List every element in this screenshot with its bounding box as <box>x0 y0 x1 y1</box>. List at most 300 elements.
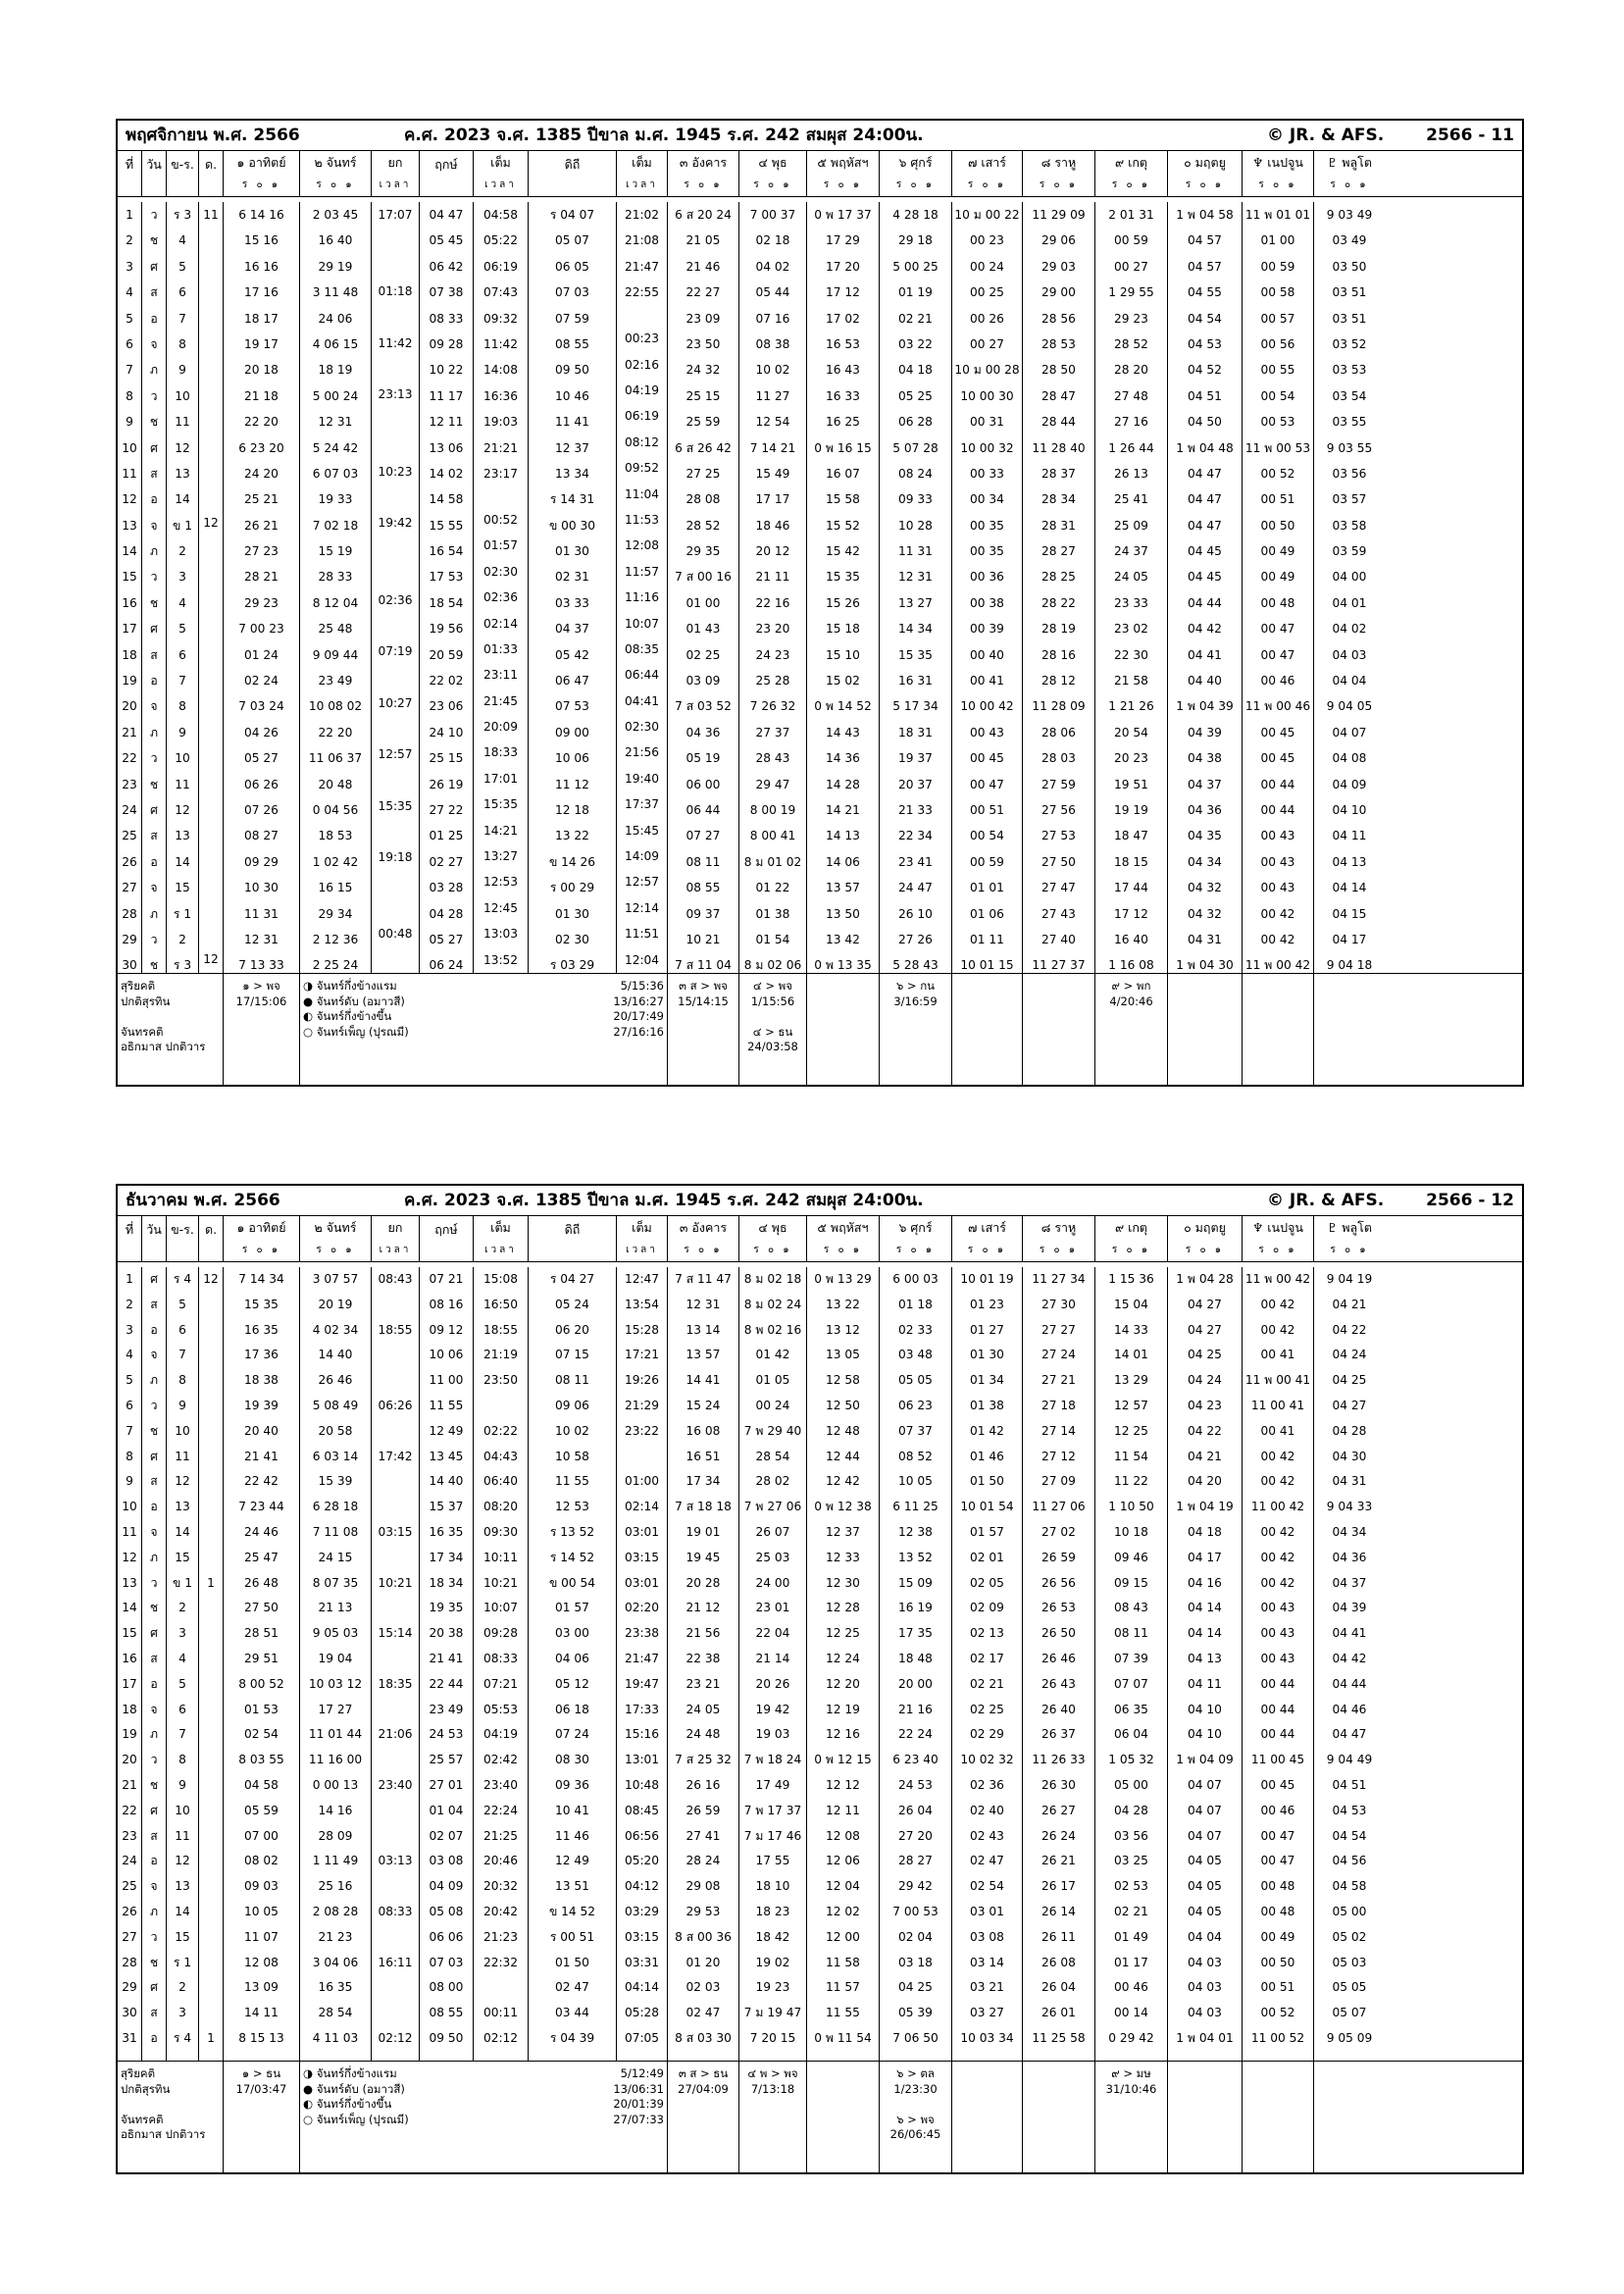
table-cell: 03 08 <box>970 1929 1004 1944</box>
footer-row <box>118 974 1522 1085</box>
table-cell: 09 06 <box>555 1398 589 1412</box>
table-cell: 15 19 <box>318 544 353 559</box>
table-cell: 18 34 <box>429 1575 464 1590</box>
table-cell: 26 27 <box>1041 1803 1076 1817</box>
table-cell: 12 24 <box>826 1651 860 1665</box>
table-cell: ภ <box>149 544 159 559</box>
table-cell: 27 50 <box>244 1601 279 1615</box>
table-cell <box>199 1394 223 1419</box>
header-cell: ๓ อังคาร ร ๐ ๑ <box>668 151 739 196</box>
table-cell: 29 06 <box>1041 233 1076 248</box>
table-cell <box>372 1975 419 2001</box>
table-cell: 12:08 <box>624 538 660 553</box>
table-cell <box>372 1748 419 1773</box>
table-cell <box>199 1318 223 1344</box>
table-cell: 17 44 <box>1114 881 1148 895</box>
table-cell: ร 00 29 <box>549 881 595 895</box>
table-cell: 04 14 <box>1332 881 1367 895</box>
table-cell: 04 47 <box>1332 1727 1367 1742</box>
table-cell: 12 31 <box>244 932 279 946</box>
table-cell: 1 <box>207 1575 215 1590</box>
table-cell: 22 16 <box>755 595 790 610</box>
table-cell: 11 06 37 <box>308 751 363 766</box>
table-cell: 04 11 <box>1332 829 1367 843</box>
table-cell: 14 21 <box>826 802 860 817</box>
table-cell: 15:45 <box>624 823 660 838</box>
table-cell: 07 16 <box>755 311 790 326</box>
table-cell: 28 03 <box>1041 751 1076 766</box>
table-cell: 4 <box>126 1348 133 1362</box>
table-cell <box>199 1849 223 1874</box>
table-cell: ช <box>149 595 159 610</box>
table-cell: 2 <box>126 233 133 248</box>
table-cell: 28 08 <box>685 492 721 507</box>
table-cell: 11 พ 00 53 <box>1244 440 1311 455</box>
header-row <box>118 151 1522 197</box>
month-title: ธันวาคม พ.ศ. 2566 <box>126 1190 280 1210</box>
header-cell: ยก เวลา <box>372 1216 420 1261</box>
table-cell: 7 20 15 <box>749 2030 796 2045</box>
table-cell: 01 18 <box>898 1297 933 1311</box>
table-cell <box>199 305 223 331</box>
table-cell: 11 54 <box>1114 1449 1148 1463</box>
table-cell: 16 <box>122 595 137 610</box>
table-cell: 15 52 <box>826 518 860 533</box>
table-cell: 10 06 <box>429 1348 464 1362</box>
header-cell: ๗ เสาร์ ร ๐ ๑ <box>952 1216 1023 1261</box>
table-cell: 13 06 <box>429 440 464 455</box>
table-cell: 12 31 <box>898 570 933 585</box>
table-cell: 14 33 <box>1114 1322 1148 1337</box>
table-cell: ส <box>150 466 158 481</box>
table-cell: 25 57 <box>429 1753 464 1767</box>
ketu-ingress: ๙ > พก 4/20:46 <box>1095 974 1168 1085</box>
table-cell: 13:01 <box>624 1753 660 1767</box>
table-cell: 12 <box>175 1854 190 1868</box>
table-cell <box>372 433 419 459</box>
table-cell: 7 <box>126 363 133 378</box>
table-cell: 00 49 <box>1260 570 1295 585</box>
table-cell: 11 31 <box>898 544 933 559</box>
table-cell: 04 17 <box>1188 1550 1222 1564</box>
table-cell: 04 44 <box>1332 1676 1367 1691</box>
table-cell: 04:43 <box>482 1449 519 1463</box>
table-cell: 14 <box>122 544 137 559</box>
table-cell: 14 <box>175 1904 190 1918</box>
table-cell: 04 03 <box>1332 647 1367 662</box>
table-cell: 12 38 <box>898 1524 933 1539</box>
table-cell: 11 01 44 <box>308 1727 363 1742</box>
data-column <box>1095 1267 1168 2061</box>
table-cell: 01 06 <box>970 906 1004 921</box>
table-cell: 1 พ 04 09 <box>1176 1753 1234 1767</box>
table-cell: 02 21 <box>1114 1904 1148 1918</box>
table-cell: 13 57 <box>826 881 860 895</box>
table-cell: 26 08 <box>1041 1955 1076 1969</box>
table-cell: 10:23 <box>378 464 413 479</box>
data-column <box>617 202 668 973</box>
table-cell: 11 25 58 <box>1032 2030 1086 2045</box>
table-cell: 22 02 <box>429 674 464 688</box>
table-cell: 11 28 40 <box>1032 440 1086 455</box>
table-cell: 05 05 <box>1332 1980 1367 1995</box>
table-cell: 12:45 <box>482 900 519 915</box>
table-cell: 20 59 <box>429 647 464 662</box>
jupiter-ingress <box>807 2062 880 2172</box>
table-cell: 15 18 <box>826 622 860 637</box>
table-cell: 18:55 <box>378 1322 413 1337</box>
data-column <box>474 202 529 973</box>
table-cell: 00 49 <box>1260 1929 1295 1944</box>
table-cell: 19 04 <box>318 1651 353 1665</box>
table-cell: 6 00 03 <box>892 1272 939 1286</box>
table-cell: 28 47 <box>1041 388 1076 403</box>
table-cell: 01 00 <box>685 595 721 610</box>
table-cell: ศ <box>150 1803 158 1817</box>
table-cell: 02:12 <box>378 2030 413 2045</box>
table-cell: 00 43 <box>1260 854 1295 869</box>
header-cell: ฤกษ์ <box>420 151 474 196</box>
table-cell: 12 50 <box>826 1398 860 1412</box>
table-cell: 26 59 <box>1041 1550 1076 1564</box>
table-cell: 28 16 <box>1041 647 1076 662</box>
table-cell: 13 <box>122 518 137 533</box>
table-cell: 23:13 <box>378 387 413 402</box>
table-cell: 8 00 19 <box>749 802 796 817</box>
table-cell: 29 08 <box>685 1879 721 1894</box>
table-cell: 04 26 <box>244 725 279 739</box>
table-cell: 15 37 <box>429 1500 464 1514</box>
table-cell <box>199 484 223 510</box>
table-cell: 3 <box>178 2006 186 2020</box>
header-cell: ๑ อาทิตย์ ร ๐ ๑ <box>224 151 300 196</box>
table-cell: 15:35 <box>482 797 519 812</box>
table-cell: 23:22 <box>624 1423 660 1438</box>
table-cell: 1 พ 04 58 <box>1176 208 1234 222</box>
table-cell: 09:32 <box>482 311 519 326</box>
table-cell: 18 47 <box>1114 829 1148 843</box>
table-cell: 18 17 <box>244 311 279 326</box>
table-cell: 11 46 <box>555 1828 589 1843</box>
table-cell: 27 12 <box>1041 1449 1076 1463</box>
table-cell: 7 14 21 <box>749 440 796 455</box>
header-cell: ๘ ราหู ร ๐ ๑ <box>1023 1216 1095 1261</box>
table-cell: 04 25 <box>1332 1373 1367 1388</box>
table-cell: 11 55 <box>555 1474 589 1489</box>
table-cell <box>199 280 223 305</box>
table-cell: 14 <box>175 1524 190 1539</box>
table-cell: 04 07 <box>1188 1777 1222 1792</box>
table-cell: 12 02 <box>826 1904 860 1918</box>
table-cell: 09 46 <box>1114 1550 1148 1564</box>
table-cell: 17 55 <box>755 1854 790 1868</box>
table-cell: 3 04 06 <box>312 1955 359 1969</box>
table-cell: 05 25 <box>898 388 933 403</box>
table-cell: 04 56 <box>1332 1854 1367 1868</box>
table-cell: 12 <box>175 1474 190 1489</box>
table-cell: 26 04 <box>1041 1980 1076 1995</box>
table-cell: 13 <box>175 466 190 481</box>
table-cell: 09 50 <box>429 2030 464 2045</box>
table-cell: 02 47 <box>555 1980 589 1995</box>
table-cell <box>372 253 419 279</box>
table-cell: ศ <box>150 259 158 274</box>
table-cell: 09 29 <box>244 854 279 869</box>
table-cell: 13 14 <box>685 1322 721 1337</box>
table-cell: 03:01 <box>624 1524 660 1539</box>
table-cell: จ <box>150 1879 158 1894</box>
table-cell <box>199 1975 223 2001</box>
table-cell: 23 01 <box>755 1601 790 1615</box>
saturn-ingress <box>952 974 1023 1085</box>
table-cell: ส <box>150 1297 158 1311</box>
table-cell: 24 15 <box>318 1550 353 1564</box>
table-cell: 05 42 <box>555 647 589 662</box>
table-cell: 4 06 15 <box>312 336 359 351</box>
table-cell: 02 54 <box>970 1879 1004 1894</box>
table-cell: 04 00 <box>1332 570 1367 585</box>
table-cell: 12 <box>203 516 219 531</box>
data-column <box>880 202 952 973</box>
table-cell: 7 พ 29 40 <box>743 1423 802 1438</box>
table-cell: 1 11 49 <box>312 1854 359 1868</box>
table-cell: 26 13 <box>1114 466 1148 481</box>
table-cell: 28 02 <box>755 1474 790 1489</box>
table-cell: 14 <box>175 492 190 507</box>
table-cell: 00 14 <box>1114 2006 1148 2020</box>
table-cell: 00 58 <box>1260 285 1295 300</box>
table-cell: 11 00 42 <box>1250 1500 1305 1514</box>
table-cell: 03 25 <box>1114 1854 1148 1868</box>
table-cell: 04 47 <box>1188 466 1222 481</box>
data-column <box>529 202 617 973</box>
table-cell: 01 04 <box>429 1803 464 1817</box>
table-cell: 0 พ 17 37 <box>814 208 872 222</box>
table-cell: 16 33 <box>826 388 860 403</box>
table-cell <box>199 1647 223 1672</box>
table-cell: 04 28 <box>429 906 464 921</box>
data-column <box>807 1267 880 2061</box>
table-cell: 9 04 18 <box>1326 958 1373 973</box>
table-cell <box>199 356 223 382</box>
table-cell: 00 57 <box>1260 311 1295 326</box>
table-cell: ร 1 <box>173 906 192 921</box>
table-cell: 22 20 <box>244 415 279 430</box>
data-column <box>372 1267 420 2061</box>
table-cell: 05:53 <box>482 1702 519 1716</box>
table-cell: 00 45 <box>1260 1777 1295 1792</box>
table-cell: 09 36 <box>555 1777 589 1792</box>
table-cell <box>372 484 419 510</box>
table-cell: 12 <box>122 492 137 507</box>
table-cell: 12 08 <box>826 1828 860 1843</box>
header-cell: ๘ ราหู ร ๐ ๑ <box>1023 151 1095 196</box>
table-cell: 19 35 <box>429 1601 464 1615</box>
table-cell: 25 <box>122 1879 137 1894</box>
table-cell: 01 43 <box>685 622 721 637</box>
table-cell: ส <box>150 2006 158 2020</box>
table-cell: 04 09 <box>429 1879 464 1894</box>
table-cell: 12 37 <box>826 1524 860 1539</box>
table-cell: 18 19 <box>318 363 353 378</box>
table-cell: ร 3 <box>173 958 192 973</box>
table-cell: 23 09 <box>685 311 721 326</box>
table-cell: 04 34 <box>1188 854 1222 869</box>
table-cell <box>372 895 419 921</box>
table-cell: 12:57 <box>624 875 660 890</box>
table-cell: 19:03 <box>482 415 519 430</box>
table-cell <box>372 716 419 741</box>
table-cell: 13:03 <box>482 927 519 942</box>
table-cell: 24 47 <box>898 881 933 895</box>
table-cell: จ <box>150 518 158 533</box>
table-cell: 8 <box>126 1449 133 1463</box>
table-cell: 04 13 <box>1188 1651 1222 1665</box>
table-cell: 17 <box>122 1676 137 1691</box>
table-cell: 09 15 <box>1114 1575 1148 1590</box>
table-cell: 21:56 <box>624 745 660 760</box>
table-cell: 1 พ 04 30 <box>1176 958 1234 973</box>
table-cell: 12 37 <box>555 440 589 455</box>
table-cell: 00 45 <box>1260 725 1295 739</box>
table-cell: 21 56 <box>685 1626 721 1641</box>
table-cell: 28 52 <box>1114 336 1148 351</box>
table-cell: 17 20 <box>826 259 860 274</box>
table-cell: 9 <box>178 1398 186 1412</box>
table-cell: 25 16 <box>318 1879 353 1894</box>
table-cell: 00 41 <box>970 674 1004 688</box>
table-cell: 27 24 <box>1041 1348 1076 1362</box>
table-cell: 12 <box>175 440 190 455</box>
table-cell <box>372 1925 419 1951</box>
table-cell: 26 46 <box>318 1373 353 1388</box>
header-cell: เต็ม เวลา <box>617 1216 668 1261</box>
table-cell: 3 <box>126 1322 133 1337</box>
table-cell: 19:42 <box>378 516 413 531</box>
table-cell: 01 50 <box>555 1955 589 1969</box>
table-cell: 19 45 <box>685 1550 721 1564</box>
table-cell: 28 43 <box>755 751 790 766</box>
table-cell: 26 01 <box>1041 2006 1076 2020</box>
table-cell: 2 <box>178 544 186 559</box>
table-cell: 14 01 <box>1114 1348 1148 1362</box>
jupiter-ingress <box>807 974 880 1085</box>
table-cell: 0 พ 14 52 <box>814 699 872 714</box>
table-cell: 30 <box>122 2006 137 2020</box>
table-cell: 03:15 <box>378 1524 413 1539</box>
table-cell: 16 25 <box>826 415 860 430</box>
table-cell: 13 22 <box>826 1297 860 1311</box>
table-cell: 26 40 <box>1041 1702 1076 1716</box>
table-cell: 27 30 <box>1041 1297 1076 1311</box>
table-cell: 19 03 <box>755 1727 790 1742</box>
table-cell: 7 13 33 <box>238 958 284 973</box>
table-cell: 8 ม 02 18 <box>743 1272 802 1286</box>
table-cell: 16 19 <box>898 1601 933 1615</box>
table-cell: 12 00 <box>826 1929 860 1944</box>
table-cell: 17:01 <box>482 771 519 786</box>
table-cell: ช <box>149 777 159 791</box>
table-cell: 2 01 31 <box>1108 208 1154 222</box>
table-cell: 7 11 08 <box>312 1524 359 1539</box>
table-cell: 06:19 <box>624 409 660 424</box>
table-cell: 01 42 <box>970 1423 1004 1438</box>
table-cell <box>199 921 223 946</box>
table-cell: 15 <box>122 570 137 585</box>
table-cell: 12 54 <box>755 415 790 430</box>
table-cell: 0 04 56 <box>312 802 359 817</box>
table-cell: 23 49 <box>318 674 353 688</box>
table-cell: 03 49 <box>1332 233 1367 248</box>
table-cell: 00:11 <box>482 2006 519 2020</box>
table-cell: 10 01 15 <box>960 958 1014 973</box>
month-title: พฤศจิกายน พ.ศ. 2566 <box>126 125 300 145</box>
table-cell: 04 25 <box>898 1980 933 1995</box>
table-cell: 01:57 <box>482 538 519 553</box>
table-cell: 11 <box>175 415 190 430</box>
table-cell: 18 48 <box>898 1651 933 1665</box>
table-cell <box>474 1394 528 1419</box>
table-cell: 4 02 34 <box>312 1322 359 1337</box>
table-cell: 01 30 <box>970 1348 1004 1362</box>
table-cell: 04 10 <box>1188 1727 1222 1742</box>
table-cell: 04 31 <box>1332 1474 1367 1489</box>
table-cell: 6 23 20 <box>238 440 284 455</box>
table-cell: 12 28 <box>826 1601 860 1615</box>
table-cell: 12 25 <box>1114 1423 1148 1438</box>
table-cell: 20 54 <box>1114 725 1148 739</box>
header-cell: ยก เวลา <box>372 151 420 196</box>
table-cell: ว <box>150 1398 158 1412</box>
table-cell: 3 <box>126 259 133 274</box>
table-cell: 02 13 <box>970 1626 1004 1641</box>
table-cell: 10 46 <box>555 388 589 403</box>
table-cell: 10 28 <box>898 518 933 533</box>
venus-ingress: ๖ > กน 3/16:59 <box>880 974 952 1085</box>
table-cell: 15 02 <box>826 674 860 688</box>
table-cell: 02 04 <box>898 1929 933 1944</box>
table-cell: 04 07 <box>1188 1803 1222 1817</box>
table-cell: ส <box>150 647 158 662</box>
table-cell: 03 44 <box>555 2006 589 2020</box>
table-cell: 14 <box>175 854 190 869</box>
table-cell: ช <box>149 415 159 430</box>
table-cell: 28 27 <box>1041 544 1076 559</box>
table-cell: จ <box>150 1348 158 1362</box>
table-cell: 11 27 <box>755 388 790 403</box>
table-cell: 11 55 <box>826 2006 860 2020</box>
table-cell: 07 38 <box>429 285 464 300</box>
table-cell: 14 28 <box>826 777 860 791</box>
table-cell: 25 21 <box>244 492 279 507</box>
table-cell: 7 <box>126 1423 133 1438</box>
table-cell: 2 <box>178 1601 186 1615</box>
data-column <box>529 1267 617 2061</box>
table-cell: 08 43 <box>1114 1601 1148 1615</box>
table-cell: 26 17 <box>1041 1879 1076 1894</box>
table-cell: 04 36 <box>1188 802 1222 817</box>
table-cell: 0 29 42 <box>1108 2030 1154 2045</box>
neptune-ingress <box>1243 2062 1314 2172</box>
table-cell: 09 03 <box>244 1879 279 1894</box>
table-cell: 14 41 <box>685 1373 721 1388</box>
table-cell: 6 <box>126 1398 133 1412</box>
table-cell: 02 33 <box>898 1322 933 1337</box>
table-cell: 8 <box>178 699 186 714</box>
table-cell: 07:21 <box>482 1676 519 1691</box>
header-cell: ฤกษ์ <box>420 1216 474 1261</box>
header-cell: ข-ร. <box>167 151 199 196</box>
